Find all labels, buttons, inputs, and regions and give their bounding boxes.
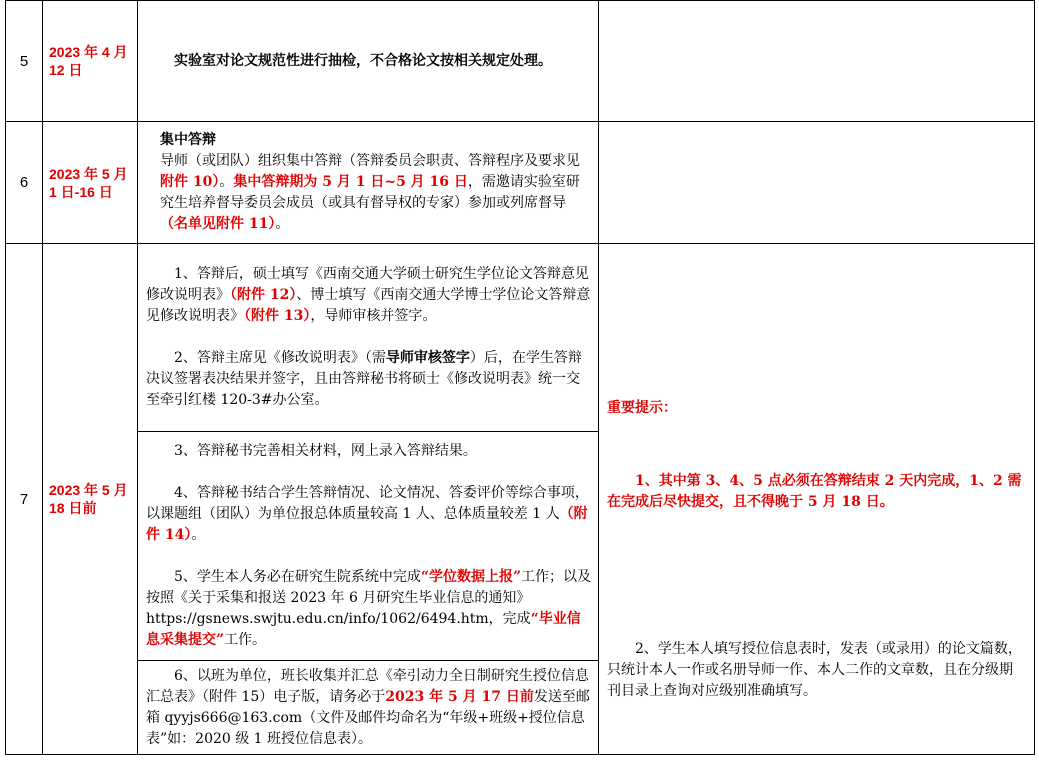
- section-title: 集中答辩: [160, 132, 216, 148]
- table-row: [6, 1, 1035, 122]
- attachment-ref: （附件 13）: [244, 308, 311, 324]
- text-run: 发送至邮箱 qyyjs666@163.com（文件及邮件均命名为“年级+班级+授位信息表”如：2020 级 1 班授位信息表）。: [146, 688, 590, 747]
- row-date: 2023 年 4 月 12 日: [43, 1, 138, 122]
- row-date: 2023 年 5 月 1 日-16 日: [43, 122, 138, 244]
- row-content: [138, 1, 599, 122]
- row-content: [138, 661, 599, 755]
- content-paragraph: [146, 151, 592, 235]
- content-paragraph: [146, 483, 592, 546]
- content-paragraph: 3、答辩秘书完善相关材料，网上录入答辩结果。: [174, 443, 477, 459]
- note-item: 1、其中第 3、4、5 点必须在答辩结束 2 天内完成，1、2 需在完成后尽快提交，且不得晚于 5 月 18 日。: [607, 473, 1022, 510]
- text-run: 1、答辩后，硕士填写《西南交通大学硕士研究生学位论文答辩意见修改说明表》: [146, 266, 589, 303]
- row-number: 7: [6, 244, 43, 755]
- row-note: [599, 1, 1035, 122]
- schedule-table: [5, 0, 1035, 755]
- row-number: 5: [6, 1, 43, 122]
- attachment-ref: （名单见附件 11）: [160, 216, 276, 232]
- attachment-ref: 附件 10）: [160, 174, 220, 190]
- attachment-ref: （附件 12）: [230, 287, 297, 303]
- text-run: 。: [191, 527, 206, 543]
- table-row: [6, 244, 1035, 432]
- row-date: 2023 年 5 月 18 日前: [43, 244, 138, 755]
- text-run: 4、答辩秘书结合学生答辩情况、论文情况、答委评价等综合事项，以课题组（团队）为单位报总体质量较高 1 人、总体质量较差 1 人: [146, 485, 589, 522]
- content-paragraph: [146, 264, 592, 327]
- row-number: 6: [6, 122, 43, 244]
- text-run: 工作。: [224, 632, 267, 648]
- text-run: 。: [219, 174, 234, 190]
- row-note: [599, 244, 1035, 755]
- content-paragraph: [146, 666, 592, 750]
- text-run: ，需邀请实验室研究生培养督导委员会成员（或具有督导权的专家）参加或列席督导: [160, 174, 580, 211]
- text-run: 2、答辩主席见《修改说明表》（需: [174, 350, 386, 366]
- bold-text: 导师审核签字: [385, 350, 470, 366]
- content-paragraph: [146, 348, 592, 411]
- attachment-ref: （附件 14）: [146, 506, 588, 543]
- note-item: 2、学生本人填写授位信息表时，发表（或录用）的论文篇数，只统计本人一作或名册导师一作、本人二作的文章数，且在分级期刊目录上查询对应级别准确填写。: [607, 641, 1022, 699]
- highlight-text: “学位数据上报”: [420, 569, 522, 585]
- table-row: [6, 122, 1035, 244]
- text-run: 6、以班为单位，班长收集并汇总《牵引动力全日制研究生授位信息汇总表》（附件 15）电子版，请务必于: [146, 667, 589, 705]
- text-run: 导师（或团队）组织集中答辩（答辩委员会职责、答辩程序及要求见: [160, 153, 580, 169]
- text-run: 。: [275, 216, 290, 232]
- content-paragraph: 实验室对论文规范性进行抽检，不合格论文按相关规定处理。: [174, 52, 552, 69]
- highlight-text: 集中答辩期为 5 月 1 日~5 月 16 日: [233, 174, 468, 190]
- text-run: ，导师审核并签字。: [310, 308, 437, 324]
- row-content: [138, 244, 599, 432]
- row-content: [138, 122, 599, 244]
- highlight-text: “毕业信息采集提交”: [146, 611, 581, 648]
- text-run: 5、学生本人务必在研究生院系统中完成: [174, 569, 421, 585]
- content-paragraph: [146, 567, 592, 651]
- text-run: 、博士填写《西南交通大学博士学位论文答辩意见修改说明表》: [146, 287, 591, 324]
- row-content: [138, 432, 599, 661]
- text-run: ）后，在学生答辩决议签署表决结果并签字，且由答辩秘书将硕士《修改说明表》统一交至牵引红楼 120-3#办公室。: [146, 350, 582, 408]
- text-run: 工作；以及按照《关于采集和报送 2023 年 6 月研究生毕业信息的通知》https://gsnews.swjtu.edu.cn/info/1062/6494.htm，完成: [146, 569, 592, 627]
- row-note: [599, 122, 1035, 244]
- note-title: 重要提示：: [607, 400, 677, 416]
- deadline-text: 2023 年 5 月 17 日前: [385, 688, 534, 705]
